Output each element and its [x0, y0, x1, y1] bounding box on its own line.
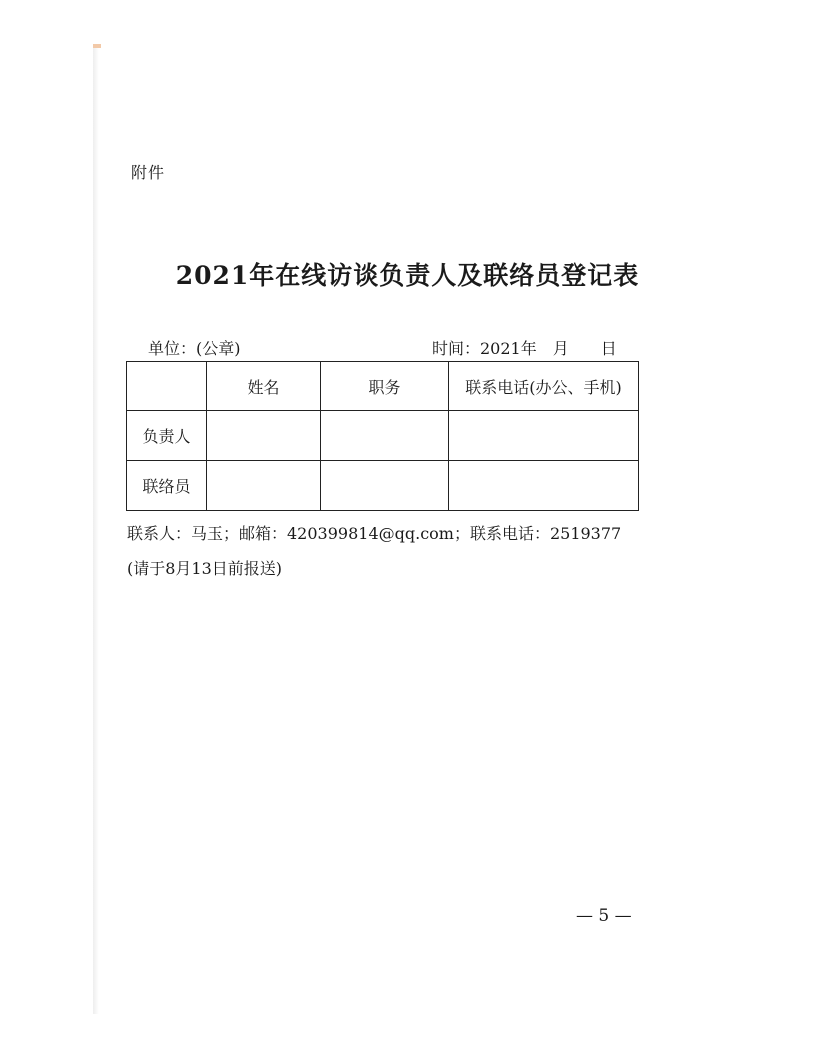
table-header-row — [127, 362, 639, 411]
attachment-label: 附件 — [131, 163, 166, 182]
page-corner-mark — [93, 44, 101, 48]
table-header-cell: 姓名 — [207, 362, 321, 411]
deadline-note: (请于8月13日前报送) — [127, 559, 283, 578]
table-header-cell: 职务 — [321, 362, 449, 411]
name-cell[interactable] — [207, 411, 321, 461]
position-cell[interactable] — [321, 461, 449, 511]
table-header-cell: 联系电话(办公、手机) — [449, 362, 639, 411]
unit-seal-label: 单位：(公章) — [148, 339, 241, 358]
name-cell[interactable] — [207, 461, 321, 511]
table-header-cell — [127, 362, 207, 411]
page-edge-shadow — [93, 44, 99, 1014]
table-row — [127, 461, 639, 511]
row-label-cell: 负责人 — [127, 411, 207, 461]
row-label-cell: 联络员 — [127, 461, 207, 511]
registration-table — [126, 361, 639, 511]
contact-info: 联系人：马玉；邮箱：420399814@qq.com；联系电话：2519377 — [127, 524, 622, 543]
table-row — [127, 411, 639, 461]
phone-cell[interactable] — [449, 461, 639, 511]
position-cell[interactable] — [321, 411, 449, 461]
page-number: — 5 — — [576, 906, 632, 926]
date-label: 时间：2021年 月 日 — [432, 339, 617, 358]
document-title: 2021年在线访谈负责人及联络员登记表 — [175, 261, 640, 290]
phone-cell[interactable] — [449, 411, 639, 461]
